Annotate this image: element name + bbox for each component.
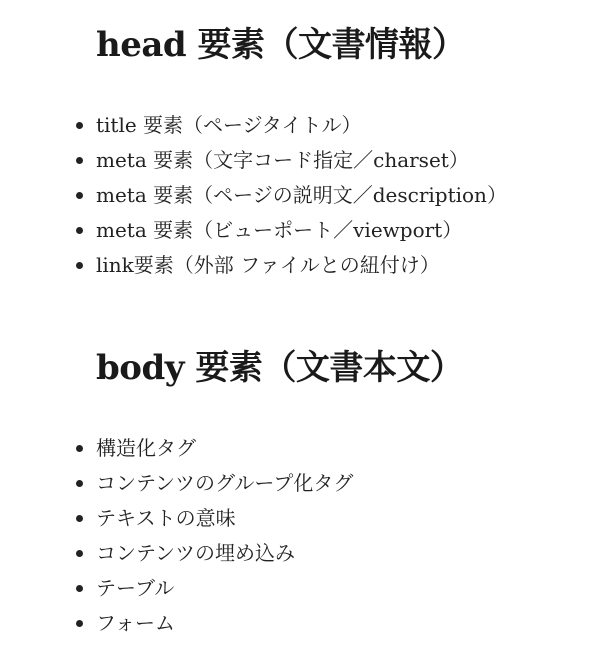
list-item: コンテンツのグループ化タグ xyxy=(0,466,600,501)
list-item: meta 要素（ビューポート／viewport） xyxy=(0,213,600,248)
list-item: meta 要素（文字コード指定／charset） xyxy=(0,143,600,178)
list-item: meta 要素（ページの説明文／description） xyxy=(0,178,600,213)
head-element-list xyxy=(0,108,600,283)
head-element-section xyxy=(0,22,600,283)
list-item: link要素（外部 ファイルとの紐付け） xyxy=(0,248,600,283)
list-item: テーブル xyxy=(0,571,600,606)
list-item: title 要素（ページタイトル） xyxy=(0,108,600,143)
list-item: コンテンツの埋め込み xyxy=(0,536,600,571)
list-item: 構造化タグ xyxy=(0,431,600,466)
list-item: フォーム xyxy=(0,606,600,641)
section-heading: head 要素（文書情報） xyxy=(96,25,466,65)
body-element-list xyxy=(0,431,600,641)
section-heading: body 要素（文書本文） xyxy=(96,348,464,388)
body-element-section xyxy=(0,345,600,641)
list-item: テキストの意味 xyxy=(0,501,600,536)
